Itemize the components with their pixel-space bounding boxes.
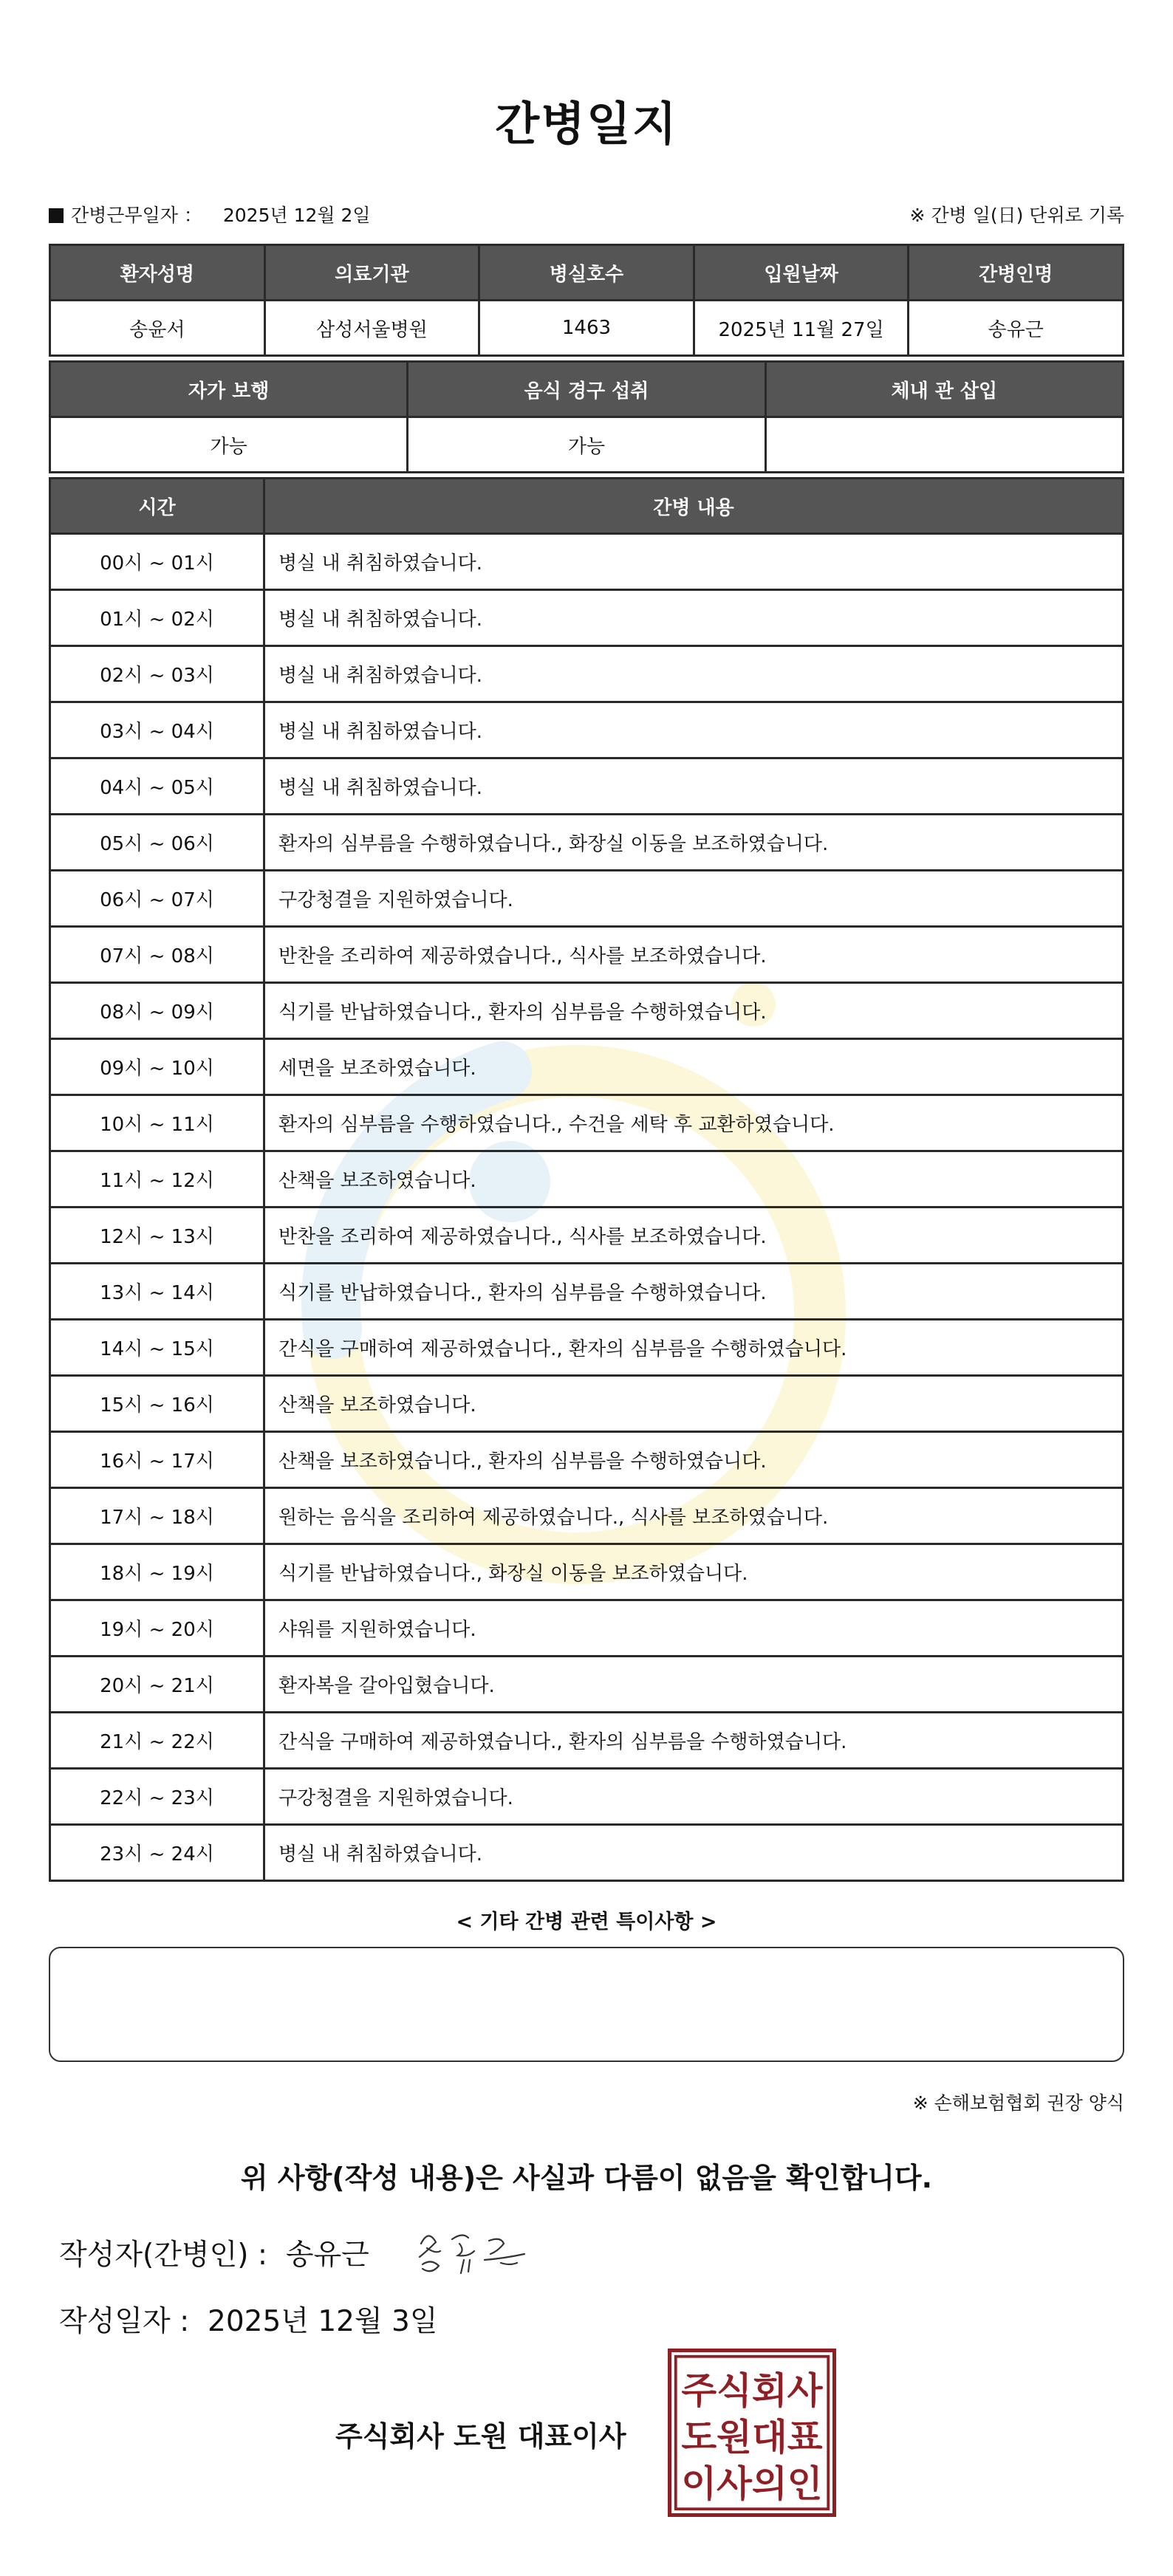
- log-time: 02시 ~ 03시: [50, 646, 264, 702]
- log-content: 반찬을 조리하여 제공하였습니다., 식사를 보조하였습니다.: [264, 1208, 1124, 1264]
- log-row: [50, 1432, 1124, 1488]
- header-admission-date: 입원날짜: [694, 245, 909, 301]
- log-content: 반찬을 조리하여 제공하였습니다., 식사를 보조하였습니다.: [264, 927, 1124, 983]
- header-care-content: 간병 내용: [264, 479, 1124, 534]
- log-content: 병실 내 취침하였습니다.: [264, 534, 1124, 590]
- patient-name: 송윤서: [50, 301, 265, 356]
- log-content: 병실 내 취침하였습니다.: [264, 702, 1124, 758]
- care-date-value: 2025년 12월 2일: [222, 205, 371, 226]
- log-row: [50, 534, 1124, 590]
- header-self-walking: 자가 보행: [50, 362, 408, 417]
- oral-intake: 가능: [408, 417, 765, 473]
- log-row: [50, 1600, 1124, 1657]
- log-content: 구강청결을 지원하였습니다.: [264, 871, 1124, 927]
- company-seal-stamp: [668, 2349, 836, 2517]
- company-representative: 주식회사 도원 대표이사: [335, 2420, 626, 2453]
- log-row: [50, 1039, 1124, 1095]
- confirmation-statement: 위 사항(작성 내용)은 사실과 다름이 없음을 확인합니다.: [240, 2162, 933, 2194]
- log-row: [50, 1544, 1124, 1600]
- hospital: 삼성서울병원: [264, 301, 479, 356]
- written-date-value: 2025년 12월 3일: [208, 2305, 438, 2338]
- log-row: [50, 1264, 1124, 1320]
- log-time: 06시 ~ 07시: [50, 871, 264, 927]
- log-time: 16시 ~ 17시: [50, 1432, 264, 1488]
- log-row: [50, 590, 1124, 646]
- header-room-number: 병실호수: [479, 245, 694, 301]
- log-time: 04시 ~ 05시: [50, 758, 264, 815]
- log-content: 식기를 반납하였습니다., 환자의 심부름을 수행하였습니다.: [264, 983, 1124, 1039]
- log-row: [50, 702, 1124, 758]
- log-time: 01시 ~ 02시: [50, 590, 264, 646]
- writer-label: 작성자(간병인) :: [59, 2238, 268, 2272]
- log-row: [50, 927, 1124, 983]
- seal-line-1: 주식회사: [681, 2368, 824, 2412]
- log-time: 19시 ~ 20시: [50, 1600, 264, 1657]
- header-tube-insertion: 체내 관 삽입: [765, 362, 1123, 417]
- writer-line: [59, 2232, 369, 2273]
- written-date-label: 작성일자 :: [59, 2305, 190, 2338]
- log-row: [50, 1376, 1124, 1432]
- log-content: 식기를 반납하였습니다., 환자의 심부름을 수행하였습니다.: [264, 1264, 1124, 1320]
- header-hospital: 의료기관: [264, 245, 479, 301]
- log-row: [50, 1825, 1124, 1881]
- log-time: 18시 ~ 19시: [50, 1544, 264, 1600]
- care-date-line: [49, 201, 371, 227]
- log-time: 14시 ~ 15시: [50, 1320, 264, 1376]
- log-content: 샤워를 지원하였습니다.: [264, 1600, 1124, 1657]
- header-oral-intake: 음식 경구 섭취: [408, 362, 765, 417]
- tube-insertion: [765, 417, 1123, 473]
- log-time: 05시 ~ 06시: [50, 815, 264, 871]
- log-content: 병실 내 취침하였습니다.: [264, 1825, 1124, 1881]
- log-time: 20시 ~ 21시: [50, 1657, 264, 1713]
- writer-name: 송유근: [285, 2238, 369, 2272]
- care-log-table: [49, 477, 1124, 1882]
- log-content: 세면을 보조하였습니다.: [264, 1039, 1124, 1095]
- written-date-line: [59, 2298, 438, 2340]
- log-content: 산책을 보조하였습니다., 환자의 심부름을 수행하였습니다.: [264, 1432, 1124, 1488]
- self-walking: 가능: [50, 417, 408, 473]
- log-time: 11시 ~ 12시: [50, 1151, 264, 1208]
- header-caregiver-name: 간병인명: [909, 245, 1124, 301]
- log-row: [50, 815, 1124, 871]
- log-row: [50, 1208, 1124, 1264]
- log-row: [50, 1320, 1124, 1376]
- log-time: 17시 ~ 18시: [50, 1488, 264, 1544]
- log-time: 03시 ~ 04시: [50, 702, 264, 758]
- log-content: 원하는 음식을 조리하여 제공하였습니다., 식사를 보조하였습니다.: [264, 1488, 1124, 1544]
- log-time: 12시 ~ 13시: [50, 1208, 264, 1264]
- admission-date: 2025년 11월 27일: [694, 301, 909, 356]
- form-note: ※ 손해보험협회 권장 양식: [912, 2092, 1124, 2114]
- log-row: [50, 871, 1124, 927]
- log-content: 환자의 심부름을 수행하였습니다., 수건을 세탁 후 교환하였습니다.: [264, 1095, 1124, 1151]
- log-row: [50, 1095, 1124, 1151]
- log-content: 병실 내 취침하였습니다.: [264, 590, 1124, 646]
- log-content: 환자의 심부름을 수행하였습니다., 화장실 이동을 보조하였습니다.: [264, 815, 1124, 871]
- log-time: 08시 ~ 09시: [50, 983, 264, 1039]
- log-content: 산책을 보조하였습니다.: [264, 1376, 1124, 1432]
- seal-line-2: 도원대표: [681, 2415, 823, 2459]
- log-content: 산책을 보조하였습니다.: [264, 1151, 1124, 1208]
- log-content: 환자복을 갈아입혔습니다.: [264, 1657, 1124, 1713]
- log-row: [50, 758, 1124, 815]
- log-content: 병실 내 취침하였습니다.: [264, 758, 1124, 815]
- document-title: 간병일지: [495, 97, 678, 151]
- log-time: 07시 ~ 08시: [50, 927, 264, 983]
- log-row: [50, 1713, 1124, 1769]
- log-content: 간식을 구매하여 제공하였습니다., 환자의 심부름을 수행하였습니다.: [264, 1713, 1124, 1769]
- log-row: [50, 1769, 1124, 1825]
- log-time: 22시 ~ 23시: [50, 1769, 264, 1825]
- log-row: [50, 1488, 1124, 1544]
- log-content: 식기를 반납하였습니다., 화장실 이동을 보조하였습니다.: [264, 1544, 1124, 1600]
- room-number: 1463: [479, 301, 694, 356]
- log-time: 23시 ~ 24시: [50, 1825, 264, 1881]
- log-content: 병실 내 취침하였습니다.: [264, 646, 1124, 702]
- header-time: 시간: [50, 479, 264, 534]
- log-time: 15시 ~ 16시: [50, 1376, 264, 1432]
- log-time: 10시 ~ 11시: [50, 1095, 264, 1151]
- patient-condition-table: [49, 360, 1124, 473]
- handwritten-signature: [406, 2222, 539, 2281]
- remarks-title: < 기타 간병 관련 특이사항 >: [456, 1911, 717, 1933]
- log-row: [50, 983, 1124, 1039]
- record-unit-note: ※ 간병 일(日) 단위로 기록: [909, 205, 1124, 226]
- log-row: [50, 1151, 1124, 1208]
- log-time: 21시 ~ 22시: [50, 1713, 264, 1769]
- log-time: 13시 ~ 14시: [50, 1264, 264, 1320]
- log-time: 00시 ~ 01시: [50, 534, 264, 590]
- seal-line-3: 이사의인: [681, 2462, 823, 2506]
- log-content: 구강청결을 지원하였습니다.: [264, 1769, 1124, 1825]
- patient-info-table: [49, 244, 1124, 357]
- log-content: 간식을 구매하여 제공하였습니다., 환자의 심부름을 수행하였습니다.: [264, 1320, 1124, 1376]
- care-date-label: 간병근무일자 ：: [71, 205, 202, 226]
- square-bullet-icon: [49, 208, 64, 223]
- log-row: [50, 646, 1124, 702]
- log-time: 09시 ~ 10시: [50, 1039, 264, 1095]
- caregiver-name: 송유근: [909, 301, 1124, 356]
- log-row: [50, 1657, 1124, 1713]
- header-patient-name: 환자성명: [50, 245, 265, 301]
- remarks-box: [49, 1947, 1124, 2062]
